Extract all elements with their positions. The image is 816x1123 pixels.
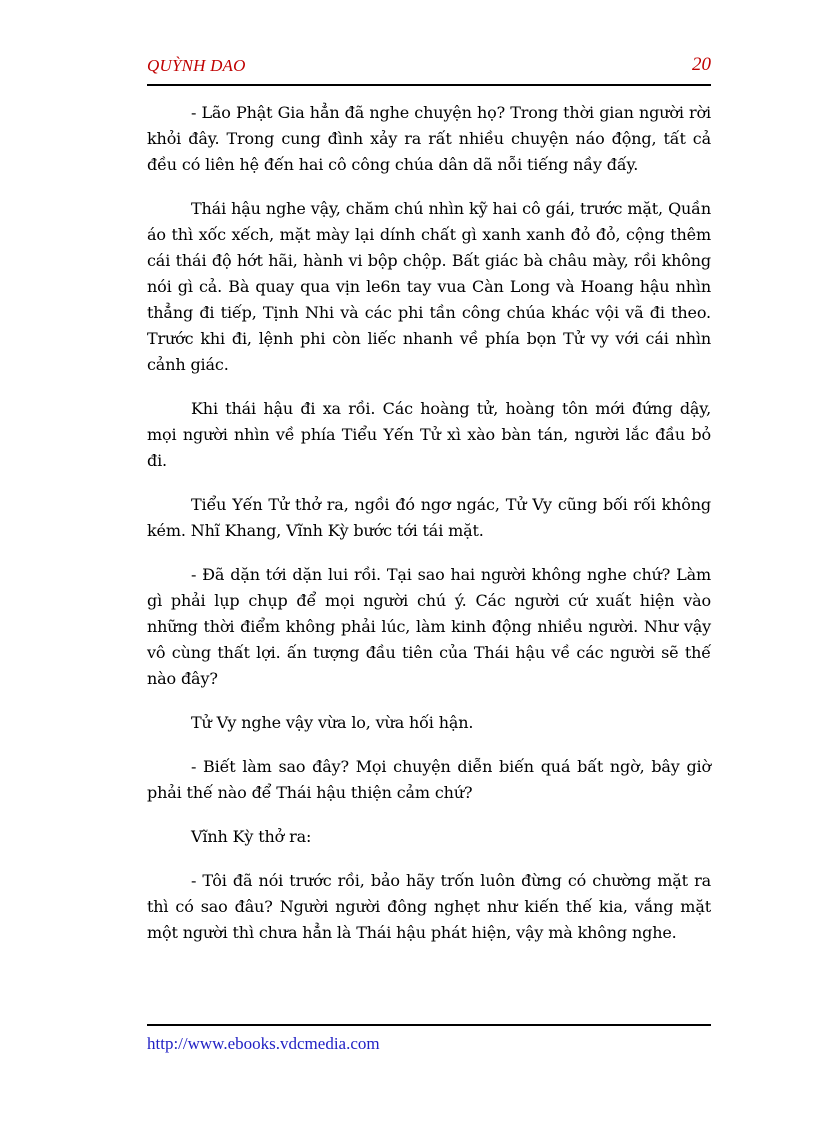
page-header [147, 52, 711, 86]
paragraph-8: Vĩnh Kỳ thở ra: [191, 827, 312, 846]
paragraph-7: - Biết làm sao đây? Mọi chuyện diễn biến quá bất ngờ, bây giờ phải thế nào để Thái hậu thiện cảm chứ? [147, 757, 711, 802]
footer-url-link[interactable]: http://www.ebooks.vdcmedia.com [147, 1034, 380, 1053]
paragraph-6: Tử Vy nghe vậy vừa lo, vừa hối hận. [191, 713, 474, 732]
paragraph-3: Khi thái hậu đi xa rồi. Các hoàng tử, hoàng tôn mới đứng dậy, mọi người nhìn về phía Tiểu Yến Tử xì xào bàn tán, người lắc đầu bỏ đi. [147, 399, 711, 470]
paragraph-2: Thái hậu nghe vậy, chăm chú nhìn kỹ hai cô gái, trước mặt, Quần áo thì xốc xếch, mặt mày lại dính chất gì xanh xanh đỏ đỏ, cộng thêm cái thái độ hớt hãi, hành vi bộp chộp. Bất giác bà châu mày, rồi không nói gì cả. Bà quay qua vịn le6n tay vua Càn Long và Hoang hậu nhìn thẳng đi tiếp, Tịnh Nhi và các phi tần công chúa khác vội vã đi theo. Trước khi đi, lệnh phi còn liếc nhanh về phía bọn Tử vy với cái nhìn cảnh giác. [147, 199, 711, 374]
header-author: QUỲNH DAO [147, 56, 246, 75]
page-body [147, 100, 711, 964]
paragraph-9: - Tôi đã nói trước rồi, bảo hãy trốn luôn đừng có chường mặt ra thì có sao đâu? Người người đông nghẹt như kiến thế kia, vắng mặt một người thì chưa hẳn là Thái hậu phát hiện, vậy mà không nghe. [147, 871, 711, 942]
paragraph-4: Tiểu Yến Tử thở ra, ngồi đó ngơ ngác, Tử Vy cũng bối rối không kém. Nhĩ Khang, Vĩnh Kỳ bước tới tái mặt. [147, 495, 711, 540]
paragraph-5: - Đã dặn tới dặn lui rồi. Tại sao hai người không nghe chứ? Làm gì phải lụp chụp để mọi người chú ý. Các người cứ xuất hiện vào những thời điểm không phải lúc, làm kinh động nhiều người. Như vậy vô cùng thất lợi. ấn tượng đầu tiên của Thái hậu về các người sẽ thế nào đây? [147, 565, 711, 688]
page-number: 20 [692, 54, 711, 75]
page-footer [147, 1024, 711, 1053]
paragraph-1: - Lão Phật Gia hẳn đã nghe chuyện họ? Trong thời gian người rời khỏi đây. Trong cung đình xảy ra rất nhiều chuyện náo động, tất cả đều có liên hệ đến hai cô công chúa dân dã nỗi tiếng nầy đấy. [147, 103, 711, 174]
